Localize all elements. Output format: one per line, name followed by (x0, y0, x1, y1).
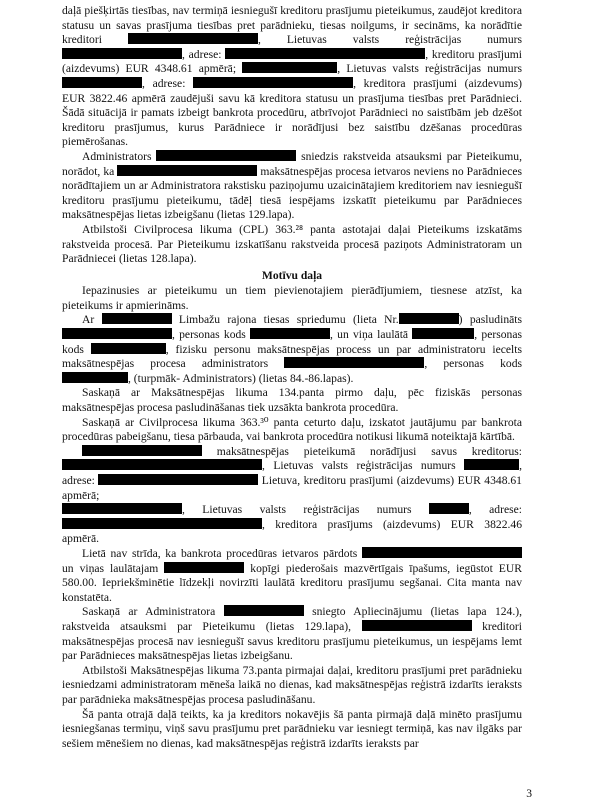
redaction-block (193, 77, 353, 88)
paragraph-p6 (62, 386, 522, 415)
redaction-block (62, 503, 182, 514)
paragraph-p8 (62, 445, 522, 503)
redaction-block (62, 518, 262, 529)
redaction-block (284, 357, 424, 368)
redaction-block (82, 445, 202, 456)
paragraph-p4 (62, 284, 522, 313)
text-run: Ar (82, 313, 102, 327)
text-run: Atbilstoši Civilprocesa likuma (CPL) 363.²⁸ panta astotajai daļai Pieteikums izskatāms rakstveida procesā. Par Pieteikumu izskatīšanu rakstveida procesā paziņots Administratoram un Parādniecei (lietas 128.lapa). (62, 222, 522, 266)
text-run: Atbilstoši Maksātnespējas likuma 73.panta pirmajai daļai, kreditoru prasījumi pret parādnieku iesniedzami administratoram mēneša laikā no dienas, kad maksātnespējas reģistrā izdarīts ieraksts par parādnieka maksātnespējas procesa pasludināšanu. (62, 663, 522, 706)
text-run: , Lietuvas valsts reģistrācijas numurs (262, 459, 465, 473)
text-run: ) pasludināts (458, 313, 522, 327)
page-number: 3 (526, 787, 532, 800)
redaction-block (62, 372, 128, 383)
redaction-block (102, 313, 172, 324)
redaction-block (224, 605, 304, 616)
redaction-block (429, 503, 469, 514)
redaction-block (362, 620, 472, 631)
text-run: Administrators (82, 149, 157, 163)
redaction-block (362, 547, 522, 558)
text-run: sniegto Apliecinājumu (lietas lapa 124.), rakstveida atsauksmi par Pieteikumu (lietas 129.lapa), (62, 605, 522, 633)
redaction-block (250, 328, 330, 339)
redaction-block (225, 48, 425, 59)
paragraph-p2 (62, 150, 522, 223)
text-run: , kreditoru prasījumi (aizdevums) EUR 4348.61 apmērā; (62, 47, 522, 76)
redaction-block (117, 165, 257, 176)
redaction-block (242, 62, 337, 73)
text-run: , adrese: (468, 503, 522, 517)
paragraph-p3 (62, 223, 522, 267)
text-run: , Lietuvas valsts reģistrācijas numurs (182, 503, 429, 517)
text-run: kreditori maksātnespējas procesā nav iesniegušī savus kreditoru prasījumu pieteikumus, un iespējams lemt par Parādnieces maksātnespējas lietas izbeigšanu. (62, 619, 522, 663)
text-run: Saskaņā ar Administratora (82, 605, 224, 619)
text-run: , kreditora prasījums (aizdevums) EUR 3822.46 apmērā. (62, 517, 522, 546)
text-run: , personas kods (424, 357, 523, 371)
redaction-block (156, 150, 296, 161)
text-run: Limbažu rajona tiesas spriedumu (lieta Nr. (171, 313, 399, 327)
text-run: , personas kods (172, 328, 251, 342)
paragraph-p5 (62, 313, 522, 386)
redaction-block (91, 343, 166, 354)
redaction-block (62, 328, 172, 339)
text-run: Saskaņā ar Maksātnespējas likuma 134.panta pirmo daļu, pēc fiziskās personas maksātnespējas procesa pasludināšanas tiek uzsākta bankrota procedūra. (62, 386, 522, 415)
paragraph-p11 (62, 605, 522, 663)
paragraph-p10 (62, 547, 522, 605)
text-run: Saskaņā ar Civilprocesa likuma 363.³⁰ panta ceturto daļu, izskatot jautājumu par bankrota procedūras pabeigšanu, tiesa pārbauda, vai bankrota procedūra notikusi likumā noteiktajā kārtībā. (62, 415, 522, 444)
text-run: , adrese: (62, 459, 522, 487)
text-run: Šā panta otrajā daļā teikts, ka ja kreditors nokavējis šā panta pirmajā daļā minēto prasījumu iesniegšanas termiņu, viņš savu prasījumu pret parādnieku var iesniegt termiņā, kas nav ilgāks par sešiem mēnešiem no dienas, kad maksātnespējas reģistrā izdarīts ieraksts par (62, 707, 522, 750)
text-run: Iepazinusies ar pieteikumu un tiem pievienotajiem pierādījumiem, tiesnese atzīst, ka pieteikums ir apmierināms. (62, 284, 522, 312)
text-run: sniedzis rakstveida atsauksmi par Pieteikumu, norādot, ka (62, 149, 522, 178)
redaction-block (98, 474, 258, 485)
redaction-block (399, 313, 459, 324)
redaction-block (128, 33, 258, 44)
text-run: , un viņa laulātā (330, 328, 413, 342)
text-run: , Lietuvas valsts reģistrācijas numurs (337, 62, 522, 76)
redaction-block (62, 77, 142, 88)
text-run: , adrese: (142, 76, 194, 90)
text-run: maksātnespējas procesa ietvaros neviens no Parādnieces norādītajiem un ar Administratora rakstisku paziņojumu uzaicinātajiem kreditoriem nav iesniegušī kreditoru prasījumu pieteikumu, tādēļ tiesā iespējams izskatīt pieteikumu par Parādnieces maksātnespējas lietas izbeigšanu (lietas 129.lapa). (62, 164, 522, 222)
paragraph-p9 (62, 503, 522, 547)
text-run: , personas kods (62, 328, 522, 356)
paragraph-p12 (62, 664, 522, 708)
paragraph-p7 (62, 416, 522, 445)
redaction-block (464, 459, 519, 470)
text-run: , kreditora prasījumi (aizdevums) EUR 3822.46 apmērā zaudējuši savu kā kreditora statusu un prasījuma tiesības pret Parādnieci. Šādā situācijā ir pamats izbeigt bankrota procedūru, atbrīvojot Parādnieci no saistībām jeb dzēšot kreditoru prasījumus, kurus Parādniece ir norādījusi bez saistību dzēšanas procedūras piemērošanas. (62, 76, 522, 149)
text-run: un viņas laulātajam (62, 561, 165, 575)
redaction-block (62, 48, 182, 59)
text-run: , adrese: (182, 47, 226, 61)
text-run: Lietā nav strīda, ka bankrota procedūras ietvaros pārdots (82, 546, 362, 560)
text-run: daļā piešķirtās tiesības, nav termiņā iesniegušī kreditoru prasījumu pieteikumus, zaudējot kreditora statusu un savas prasījuma tiesības pret parādnieku, tiesas noilgums, ir secināms, ka norādītie kreditori (62, 4, 522, 47)
section-heading: Motīvu daļa (261, 268, 323, 282)
text-run: , (turpmāk- Administrators) (lietas 84.-86.lapas). (128, 371, 354, 385)
text-run: , Lietuvas valsts reģistrācijas numurs (257, 33, 522, 47)
paragraph-p13 (62, 708, 522, 752)
text-run: kopīgi piederošais mazvērtīgais īpašums, iegūstot EUR 580.00. Iepriekšminētie līdzekļi novirzīti laulātā kreditoru prasījumu segšanai. Cita manta nav konstatēta. (62, 561, 522, 604)
paragraph-p1 (62, 4, 522, 150)
text-run: maksātnespējas pieteikumā norādījusi savus kreditorus: (202, 444, 522, 458)
text-run: Lietuva, kreditoru prasījumi (aizdevums) EUR 4348.61 apmērā; (62, 474, 522, 502)
redaction-block (62, 459, 262, 470)
text-run: , fizisku personu maksātnespējas process un par administratoru iecelts maksātnespējas procesa administrators (62, 342, 522, 371)
redaction-block (164, 562, 244, 573)
redaction-block (412, 328, 474, 339)
document-body (62, 4, 522, 751)
